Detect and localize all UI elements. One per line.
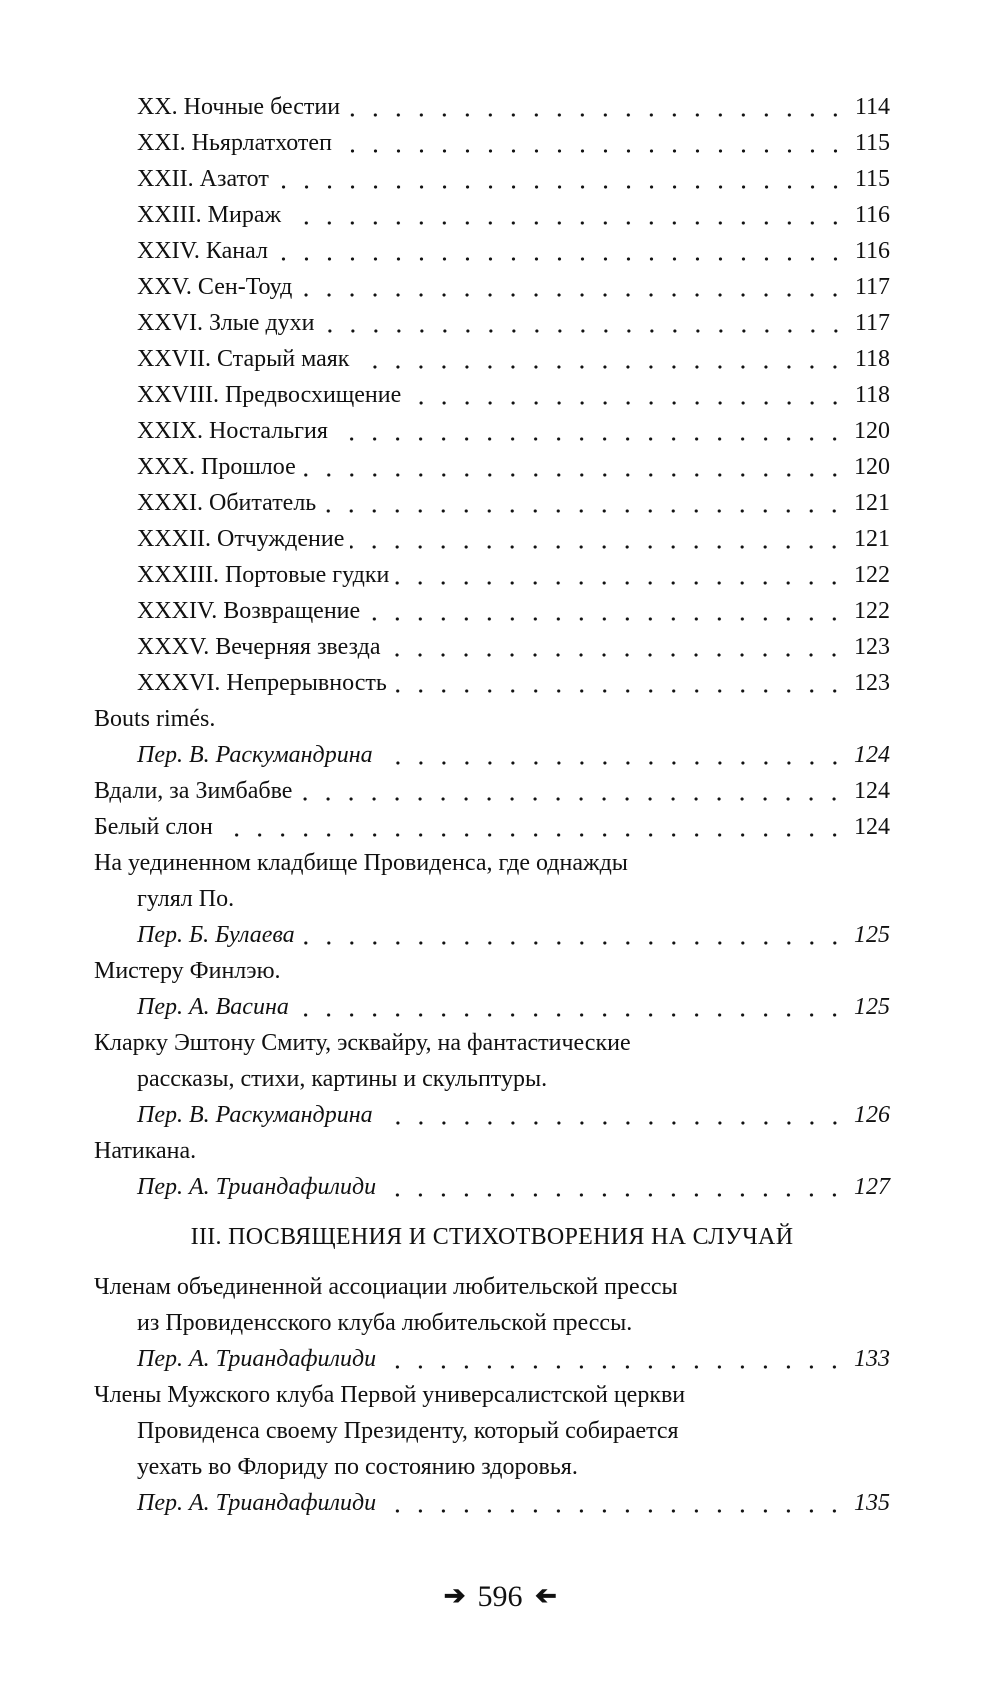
dot-leader: [379, 737, 848, 773]
toc-entry: [94, 269, 890, 305]
toc-entry: [94, 233, 890, 269]
toc-entry: [94, 845, 890, 881]
dot-leader: [407, 377, 849, 413]
toc-entry-title: уехать во Флориду по состоянию здоровья.: [137, 1454, 578, 1480]
toc-entry-title: XXX. Прошлое: [137, 454, 296, 480]
toc-entry-title: Пер. А. Триандафилиди: [137, 1174, 377, 1200]
toc-translator-line: [94, 737, 890, 773]
toc-part-1: [94, 89, 890, 1205]
toc-entry-title: XXIX. Ностальгия: [137, 418, 328, 444]
toc-page-number: 123: [854, 634, 890, 660]
toc-entry: [94, 953, 890, 989]
toc-entry: [94, 1269, 890, 1305]
dot-leader: [295, 989, 848, 1025]
toc-entry-title: Провиденса своему Президенту, который собирается: [137, 1418, 679, 1444]
toc-page-number: 124: [854, 814, 890, 840]
toc-entry-title: Пер. А. Триандафилиди: [137, 1346, 377, 1372]
toc-entry: [94, 341, 890, 377]
dot-leader: [275, 161, 849, 197]
dot-leader: [334, 413, 848, 449]
toc-entry-title: Членам объединенной ассоциации любительской прессы: [94, 1274, 678, 1300]
toc-entry: [94, 305, 890, 341]
toc-entry: [94, 773, 890, 809]
toc-page-number: 116: [854, 202, 890, 228]
toc-page-number: 123: [854, 670, 890, 696]
toc-entry-title: XXIII. Мираж: [137, 202, 282, 228]
toc-entry: [94, 1025, 890, 1061]
dot-leader: [298, 269, 849, 305]
toc-entry-title: Мистеру Финлэю.: [94, 958, 281, 984]
toc-entry-title: Пер. Б. Булаева: [137, 922, 295, 948]
right-ornament-icon: ➔: [534, 1581, 557, 1610]
dot-leader: [355, 341, 848, 377]
toc-entry-title: XXXII. Отчуждение: [137, 526, 345, 552]
dot-leader: [386, 629, 848, 665]
toc-entry-title: Bouts rimés.: [94, 706, 216, 732]
toc-page-number: 124: [854, 742, 890, 768]
toc-entry-title: Пер. В. Раскумандрина: [137, 1102, 373, 1128]
toc-part-2: [94, 1269, 890, 1521]
toc-continuation-line: [94, 881, 890, 917]
toc-translator-line: [94, 1341, 890, 1377]
dot-leader: [287, 197, 849, 233]
toc-entry-title: Натикана.: [94, 1138, 197, 1164]
toc-page-number: 126: [854, 1102, 890, 1128]
toc-entry-title: из Провиденсского клуба любительской прессы.: [137, 1310, 633, 1336]
dot-leader: [321, 305, 849, 341]
toc-entry-title: Пер. В. Раскумандрина: [137, 742, 373, 768]
toc-page-number: 125: [854, 994, 890, 1020]
toc-entry-title: Члены Мужского клуба Первой универсалистской церкви: [94, 1382, 686, 1408]
toc-entry: [94, 449, 890, 485]
toc-entry-title: XXXV. Вечерняя звезда: [137, 634, 381, 660]
toc-translator-line: [94, 989, 890, 1025]
toc-entry-title: XXVIII. Предвосхищение: [137, 382, 402, 408]
toc-entry-title: XXVII. Старый маяк: [137, 346, 350, 372]
toc-continuation-line: [94, 1305, 890, 1341]
dot-leader: [393, 665, 848, 701]
dot-leader: [382, 1341, 848, 1377]
toc-entry-title: XXXIV. Возвращение: [137, 598, 361, 624]
toc-entry-title: На уединенном кладбище Провиденса, где однажды: [94, 850, 628, 876]
toc-entry-title: XXXVI. Непрерывность: [137, 670, 387, 696]
toc-entry-title: Кларку Эштону Смиту, эсквайру, на фантастические: [94, 1030, 631, 1056]
toc-page-number: 117: [854, 274, 890, 300]
toc-entry-title: XXVI. Злые духи: [137, 310, 315, 336]
toc-page-number: 114: [854, 94, 890, 120]
toc-entry: [94, 701, 890, 737]
section-heading: III. ПОСВЯЩЕНИЯ И СТИХОТВОРЕНИЯ НА СЛУЧАЙ: [190, 1224, 794, 1250]
toc-entry-title: XXXI. Обитатель: [137, 490, 317, 516]
toc-entry: [94, 629, 890, 665]
dot-leader: [350, 521, 848, 557]
toc-entry: [94, 125, 890, 161]
toc-entry-title: гулял По.: [137, 886, 235, 912]
toc-page-number: 118: [854, 346, 890, 372]
toc-continuation-line: [94, 1449, 890, 1485]
toc-page-number: 125: [854, 922, 890, 948]
toc-page-number: 133: [854, 1346, 890, 1372]
toc-page-number: 122: [854, 562, 890, 588]
toc-entry: [94, 377, 890, 413]
toc-entry-title: Белый слон: [94, 814, 213, 840]
dot-leader: [219, 809, 848, 845]
toc-page-number: 120: [854, 418, 890, 444]
toc-page-number: 115: [854, 130, 890, 156]
dot-leader: [382, 1485, 848, 1521]
toc-translator-line: [94, 1169, 890, 1205]
toc-entry: [94, 413, 890, 449]
toc-page-number: 117: [854, 310, 890, 336]
toc-translator-line: [94, 917, 890, 953]
toc-entry: [94, 197, 890, 233]
dot-leader: [366, 593, 848, 629]
dot-leader: [395, 557, 848, 593]
toc-entry: [94, 593, 890, 629]
toc-page-number: 115: [854, 166, 890, 192]
toc-entry-title: рассказы, стихи, картины и скульптуры.: [137, 1066, 548, 1092]
toc-entry-title: XXI. Ньярлатхотеп: [137, 130, 332, 156]
toc-page-number: 135: [854, 1490, 890, 1516]
dot-leader: [302, 449, 848, 485]
toc-page-number: 127: [854, 1174, 890, 1200]
toc-page-number: 124: [854, 778, 890, 804]
dot-leader: [382, 1169, 848, 1205]
toc-entry: [94, 161, 890, 197]
toc-translator-line: [94, 1097, 890, 1133]
toc-entry-title: XXII. Азатот: [137, 166, 269, 192]
toc-entry: [94, 665, 890, 701]
dot-leader: [338, 125, 849, 161]
toc-entry: [94, 1377, 890, 1413]
toc-entry: [94, 557, 890, 593]
toc-entry-title: Пер. А. Триандафилиди: [137, 1490, 377, 1516]
toc-page-number: 116: [854, 238, 890, 264]
toc-continuation-line: [94, 1061, 890, 1097]
toc-entry: [94, 809, 890, 845]
toc-entry: [94, 485, 890, 521]
dot-leader: [301, 917, 848, 953]
toc-entry-title: Пер. А. Васина: [137, 994, 289, 1020]
dot-leader: [379, 1097, 848, 1133]
toc-entry: [94, 521, 890, 557]
left-ornament-icon: ➔: [443, 1581, 466, 1610]
toc-entry-title: XXIV. Канал: [137, 238, 268, 264]
dot-leader: [274, 233, 849, 269]
toc-entry: [94, 89, 890, 125]
dot-leader: [298, 773, 848, 809]
toc-page-number: 118: [854, 382, 890, 408]
toc-entry: [94, 1133, 890, 1169]
page-number: 596: [477, 1580, 523, 1613]
table-of-contents: [94, 89, 890, 1521]
toc-page-number: 122: [854, 598, 890, 624]
toc-entry-title: XXV. Сен-Тоуд: [137, 274, 293, 300]
page-folio: [0, 1580, 1000, 1614]
toc-page-number: 121: [854, 490, 890, 516]
toc-page-number: 121: [854, 526, 890, 552]
toc-continuation-line: [94, 1413, 890, 1449]
dot-leader: [346, 89, 849, 125]
toc-translator-line: [94, 1485, 890, 1521]
toc-entry-title: Вдали, за Зимбабве: [94, 778, 293, 804]
dot-leader: [322, 485, 848, 521]
toc-page-number: 120: [854, 454, 890, 480]
toc-entry-title: XXXIII. Портовые гудки: [137, 562, 390, 588]
toc-entry-title: XX. Ночные бестии: [137, 94, 341, 120]
